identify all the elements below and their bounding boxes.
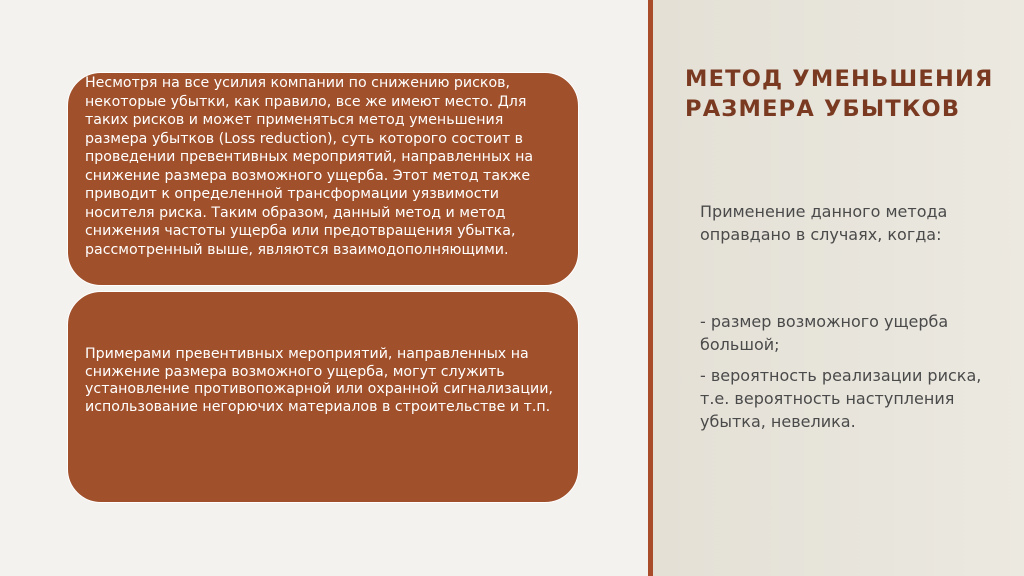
intro-text: Применение данного метода оправдано в случаях, когда:: [700, 202, 948, 244]
examples-text: Примерами превентивных мероприятий, направленных на снижение размера возможного ущерба, могут служить установление противопожарной или охранной сигнализации, использование негорючих материалов в строительстве и т.п.: [85, 346, 553, 415]
explanation-text: Несмотря на все усилия компании по снижению рисков, некоторые убытки, как правило, все же имеют место. Для таких рисков и может применяться метод уменьшения размера убытков (Loss reduction), суть которого состоит в проведении превентивных мероприятий, направленных на снижение размера возможного ущерба. Этот метод также приводит к определенной трансформации уязвимости носителя риска. Таким образом, данный метод и метод снижения частоты ущерба или предотвращения убытка, рассмотренный выше, являются взаимодополняющими.: [85, 75, 534, 258]
condition-item: - вероятность реализации риска, т.е. вероятность наступления убытка, невелика.: [700, 366, 982, 431]
explanation-card: [67, 72, 579, 286]
condition-item: - размер возможного ущерба большой;: [700, 312, 949, 354]
examples-card: [67, 291, 579, 503]
slide-title: МЕТОД УМЕНЬШЕНИЯ РАЗМЕРА УБЫТКОВ: [685, 66, 994, 122]
